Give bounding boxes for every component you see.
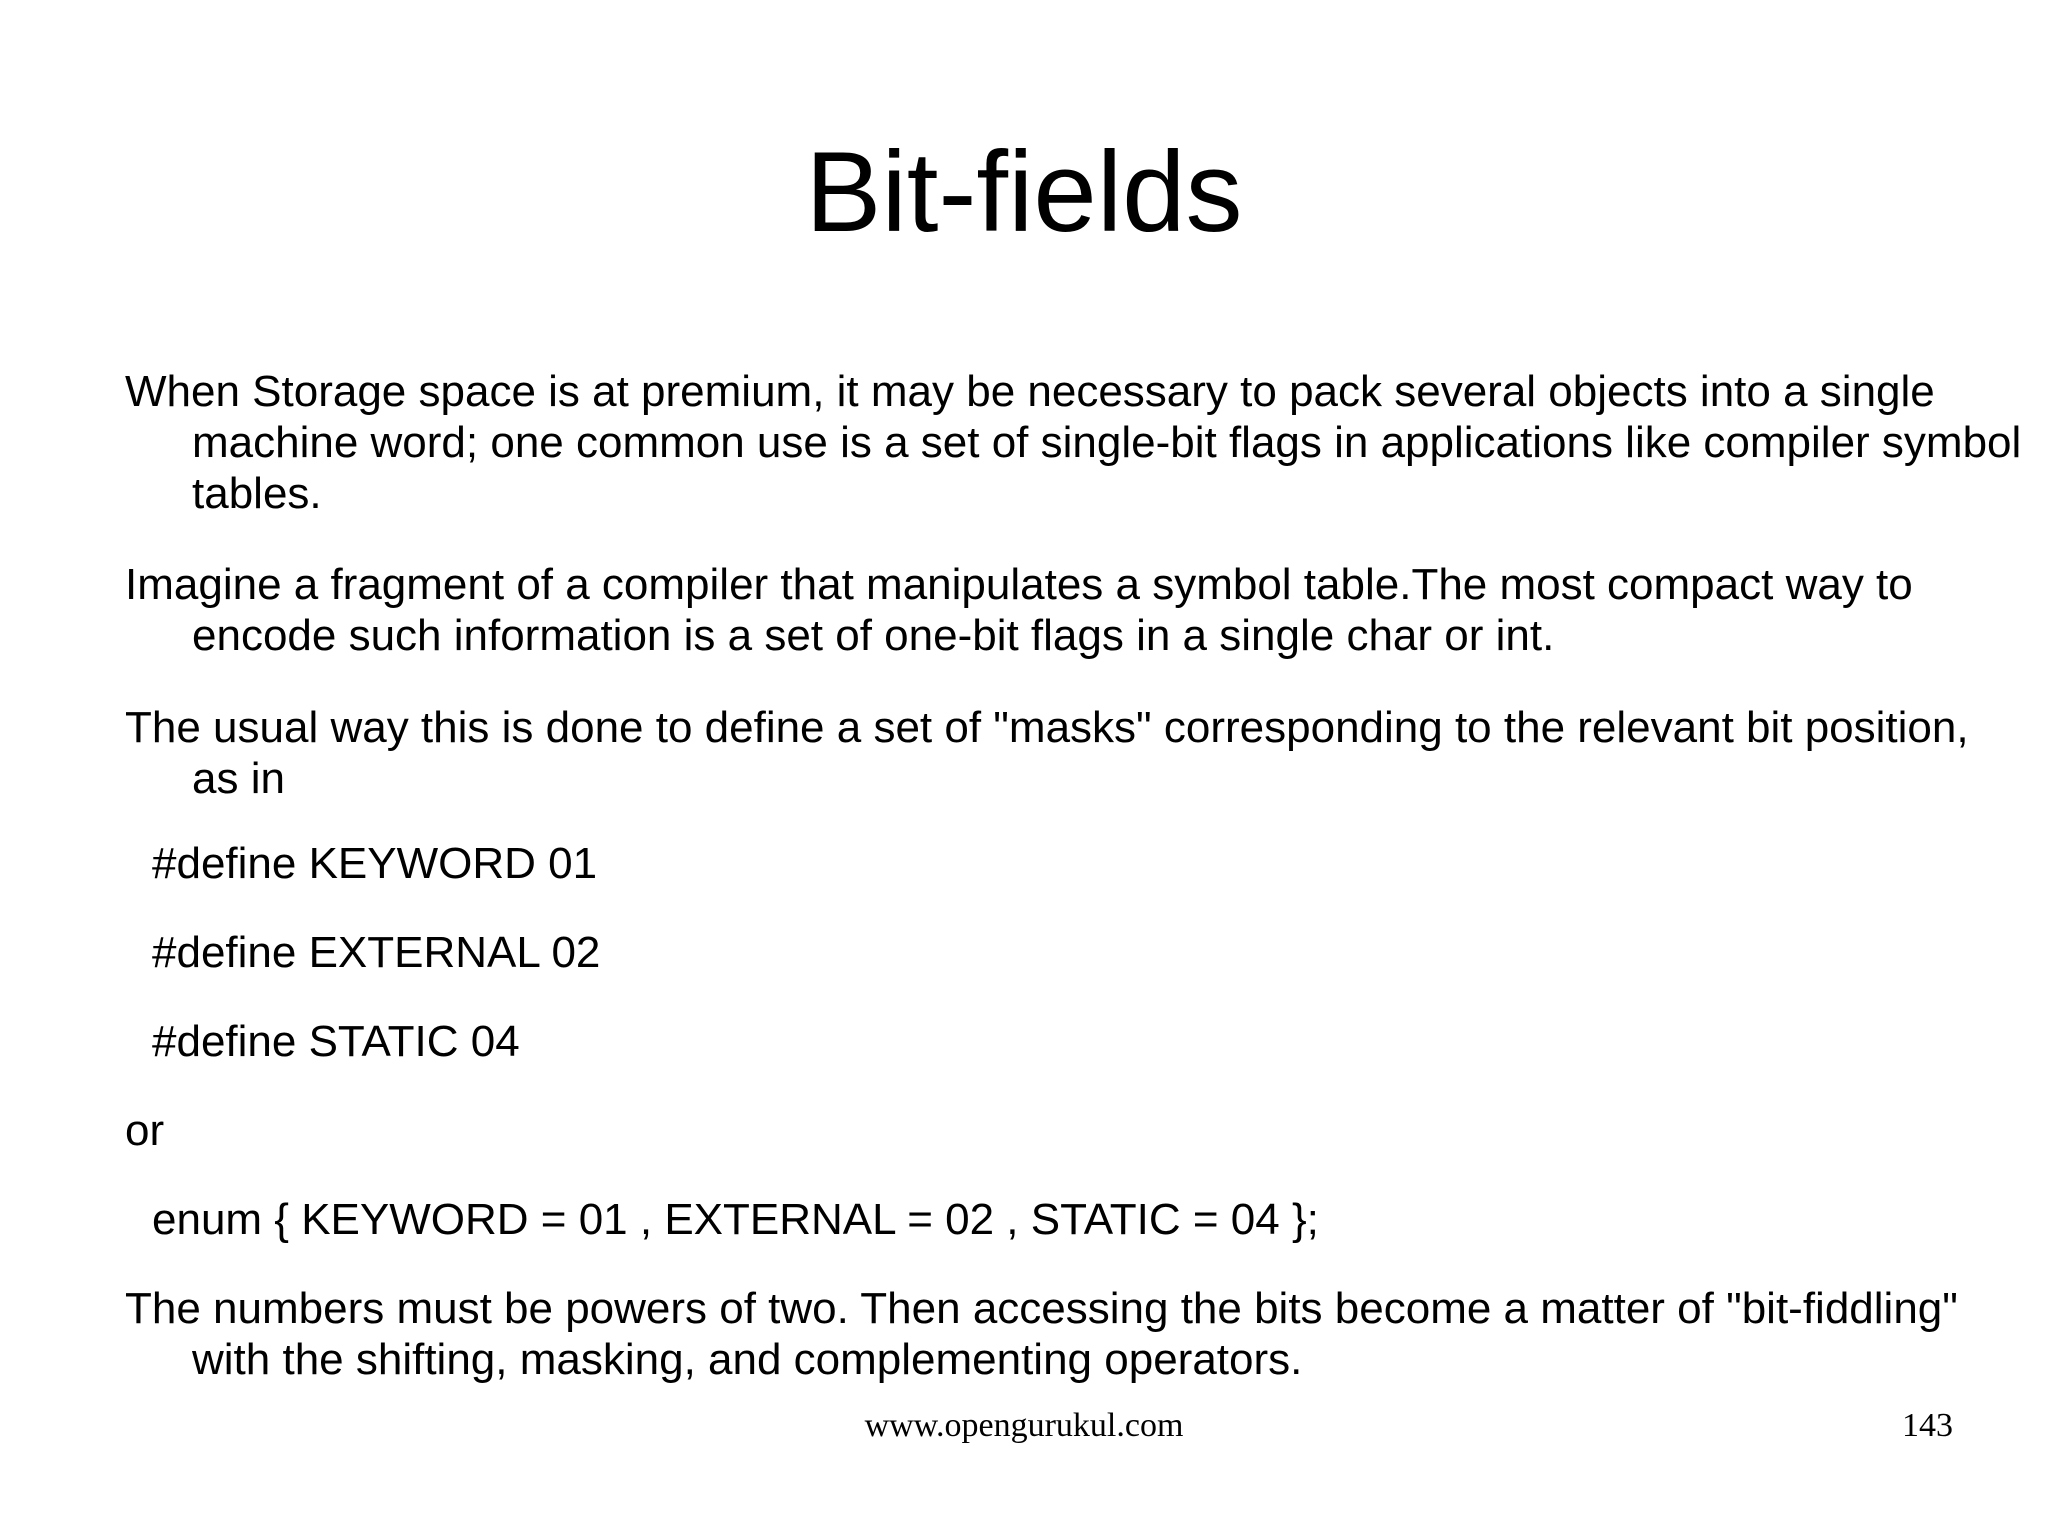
paragraph-masks: The usual way this is done to define a set of "masks" corresponding to the relevant bit position, as in [125, 703, 1969, 803]
paragraph-powers-of-two: The numbers must be powers of two. Then accessing the bits become a matter of "bit-fiddling" with the shifting, masking, and complementing operators. [125, 1284, 1958, 1384]
define-keyword: #define KEYWORD 01 [152, 839, 598, 888]
paragraph-compiler: Imagine a fragment of a compiler that manipulates a symbol table.The most compact way to encode such information is a set of one-bit flags in a single char or int. [125, 560, 1913, 660]
paragraph-storage: When Storage space is at premium, it may be necessary to pack several objects into a single machine word; one common use is a set of single-bit flags in applications like compiler symbol tables. [125, 367, 2022, 518]
define-static: #define STATIC 04 [152, 1017, 520, 1066]
or-text: or [125, 1106, 165, 1155]
define-external: #define EXTERNAL 02 [152, 928, 601, 977]
page-number: 143 [1902, 1407, 1953, 1444]
footer-url: www.opengurukul.com [864, 1407, 1184, 1444]
slide-title: Bit-fields [805, 129, 1243, 256]
enum-line: enum { KEYWORD = 01 , EXTERNAL = 02 , STATIC = 04 }; [152, 1195, 1319, 1244]
